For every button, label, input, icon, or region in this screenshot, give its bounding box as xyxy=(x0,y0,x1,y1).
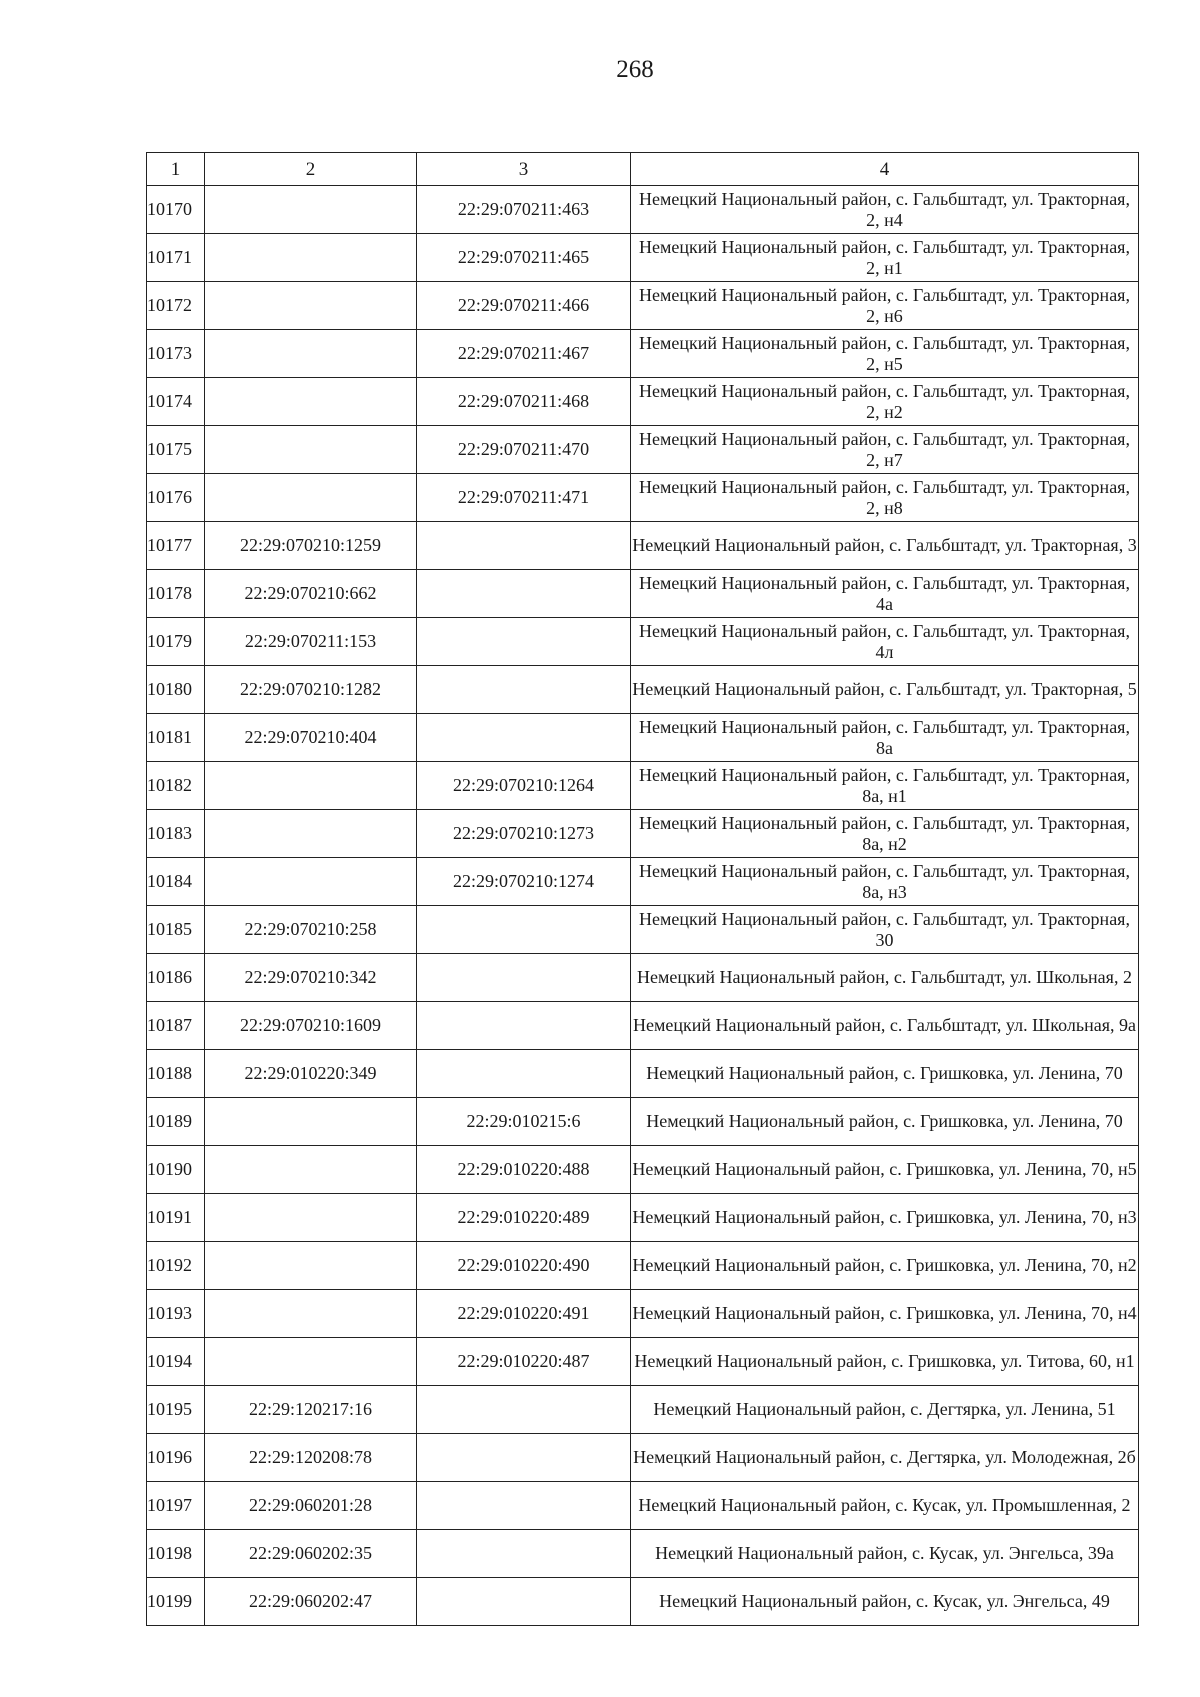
row-number-cell: 10174 xyxy=(147,378,205,426)
cadastral-number-cell: 22:29:010220:349 xyxy=(205,1050,417,1098)
table-row xyxy=(147,378,1139,426)
cadastral-number-cell xyxy=(205,1146,417,1194)
cadastral-number-cell: 22:29:120217:16 xyxy=(205,1386,417,1434)
row-number-cell: 10197 xyxy=(147,1482,205,1530)
address-cell: Немецкий Национальный район, с. Гришковка, ул. Титова, 60, н1 xyxy=(631,1338,1139,1386)
cadastral-number-alt-cell: 22:29:070210:1273 xyxy=(417,810,631,858)
table-row xyxy=(147,1530,1139,1578)
table-row xyxy=(147,810,1139,858)
table-row xyxy=(147,954,1139,1002)
address-cell: Немецкий Национальный район, с. Гальбштадт, ул. Тракторная, 3 xyxy=(631,522,1139,570)
row-number-cell: 10170 xyxy=(147,186,205,234)
address-cell: Немецкий Национальный район, с. Гальбштадт, ул. Тракторная, 8а, н2 xyxy=(631,810,1139,858)
address-cell: Немецкий Национальный район, с. Гришковка, ул. Ленина, 70, н5 xyxy=(631,1146,1139,1194)
cadastral-number-alt-cell: 22:29:010220:488 xyxy=(417,1146,631,1194)
row-number-cell: 10180 xyxy=(147,666,205,714)
table-row xyxy=(147,522,1139,570)
cadastral-number-cell: 22:29:070210:1259 xyxy=(205,522,417,570)
cadastral-number-cell: 22:29:120208:78 xyxy=(205,1434,417,1482)
cadastral-number-cell xyxy=(205,810,417,858)
row-number-cell: 10182 xyxy=(147,762,205,810)
table-row xyxy=(147,282,1139,330)
row-number-cell: 10191 xyxy=(147,1194,205,1242)
address-cell: Немецкий Национальный район, с. Гришковка, ул. Ленина, 70 xyxy=(631,1098,1139,1146)
cadastral-number-alt-cell: 22:29:010220:489 xyxy=(417,1194,631,1242)
cadastral-number-cell: 22:29:060201:28 xyxy=(205,1482,417,1530)
address-cell: Немецкий Национальный район, с. Гальбштадт, ул. Тракторная, 8а xyxy=(631,714,1139,762)
table-row xyxy=(147,714,1139,762)
row-number-cell: 10175 xyxy=(147,426,205,474)
cadastral-number-cell: 22:29:070210:342 xyxy=(205,954,417,1002)
cadastral-number-alt-cell: 22:29:070211:466 xyxy=(417,282,631,330)
address-cell: Немецкий Национальный район, с. Гальбштадт, ул. Тракторная, 4а xyxy=(631,570,1139,618)
cadastral-number-alt-cell xyxy=(417,1482,631,1530)
header-row xyxy=(147,153,1139,186)
row-number-cell: 10185 xyxy=(147,906,205,954)
row-number-cell: 10186 xyxy=(147,954,205,1002)
cadastral-number-alt-cell: 22:29:070211:463 xyxy=(417,186,631,234)
cadastral-number-cell xyxy=(205,378,417,426)
cadastral-number-alt-cell: 22:29:070211:470 xyxy=(417,426,631,474)
cadastral-number-alt-cell xyxy=(417,522,631,570)
cadastral-number-alt-cell: 22:29:010215:6 xyxy=(417,1098,631,1146)
address-cell: Немецкий Национальный район, с. Гришковка, ул. Ленина, 70, н3 xyxy=(631,1194,1139,1242)
cadastral-number-cell xyxy=(205,858,417,906)
cadastral-number-cell xyxy=(205,1194,417,1242)
table-row xyxy=(147,618,1139,666)
table-row xyxy=(147,1578,1139,1626)
table-row xyxy=(147,1434,1139,1482)
column-header-2: 2 xyxy=(205,153,417,186)
table-row xyxy=(147,666,1139,714)
address-cell: Немецкий Национальный район, с. Кусак, ул. Энгельса, 49 xyxy=(631,1578,1139,1626)
cadastral-number-cell xyxy=(205,1098,417,1146)
cadastral-number-cell xyxy=(205,186,417,234)
cadastral-number-cell: 22:29:070210:1282 xyxy=(205,666,417,714)
address-cell: Немецкий Национальный район, с. Гальбштадт, ул. Тракторная, 2, н2 xyxy=(631,378,1139,426)
cadastral-number-cell: 22:29:070210:404 xyxy=(205,714,417,762)
address-cell: Немецкий Национальный район, с. Гальбштадт, ул. Тракторная, 2, н1 xyxy=(631,234,1139,282)
address-cell: Немецкий Национальный район, с. Гальбштадт, ул. Тракторная, 8а, н1 xyxy=(631,762,1139,810)
table-row xyxy=(147,1338,1139,1386)
cadastral-number-cell xyxy=(205,426,417,474)
row-number-cell: 10178 xyxy=(147,570,205,618)
row-number-cell: 10199 xyxy=(147,1578,205,1626)
registry-table xyxy=(146,152,1139,1626)
address-cell: Немецкий Национальный район, с. Гришковка, ул. Ленина, 70, н2 xyxy=(631,1242,1139,1290)
address-cell: Немецкий Национальный район, с. Гальбштадт, ул. Тракторная, 2, н6 xyxy=(631,282,1139,330)
cadastral-number-alt-cell xyxy=(417,1578,631,1626)
row-number-cell: 10196 xyxy=(147,1434,205,1482)
table-row xyxy=(147,234,1139,282)
address-cell: Немецкий Национальный район, с. Гальбштадт, ул. Тракторная, 8а, н3 xyxy=(631,858,1139,906)
cadastral-number-alt-cell: 22:29:010220:491 xyxy=(417,1290,631,1338)
cadastral-number-cell xyxy=(205,282,417,330)
row-number-cell: 10183 xyxy=(147,810,205,858)
table-row xyxy=(147,1098,1139,1146)
cadastral-number-cell xyxy=(205,1290,417,1338)
row-number-cell: 10187 xyxy=(147,1002,205,1050)
address-cell: Немецкий Национальный район, с. Гальбштадт, ул. Тракторная, 5 xyxy=(631,666,1139,714)
cadastral-number-alt-cell: 22:29:070210:1274 xyxy=(417,858,631,906)
table-row xyxy=(147,906,1139,954)
row-number-cell: 10198 xyxy=(147,1530,205,1578)
cadastral-number-cell: 22:29:070210:1609 xyxy=(205,1002,417,1050)
row-number-cell: 10171 xyxy=(147,234,205,282)
cadastral-number-alt-cell xyxy=(417,906,631,954)
cadastral-number-alt-cell: 22:29:070211:468 xyxy=(417,378,631,426)
table-row xyxy=(147,1290,1139,1338)
table-row xyxy=(147,1194,1139,1242)
cadastral-number-alt-cell: 22:29:070210:1264 xyxy=(417,762,631,810)
cadastral-number-alt-cell xyxy=(417,618,631,666)
cadastral-number-cell xyxy=(205,1242,417,1290)
row-number-cell: 10195 xyxy=(147,1386,205,1434)
cadastral-number-cell xyxy=(205,234,417,282)
cadastral-number-alt-cell xyxy=(417,570,631,618)
cadastral-number-cell: 22:29:070210:258 xyxy=(205,906,417,954)
cadastral-number-cell: 22:29:060202:35 xyxy=(205,1530,417,1578)
row-number-cell: 10181 xyxy=(147,714,205,762)
table-row xyxy=(147,330,1139,378)
address-cell: Немецкий Национальный район, с. Гришковка, ул. Ленина, 70 xyxy=(631,1050,1139,1098)
cadastral-number-cell xyxy=(205,762,417,810)
cadastral-number-alt-cell xyxy=(417,666,631,714)
address-cell: Немецкий Национальный район, с. Гальбштадт, ул. Школьная, 2 xyxy=(631,954,1139,1002)
table-row xyxy=(147,570,1139,618)
address-cell: Немецкий Национальный район, с. Гальбштадт, ул. Тракторная, 2, н7 xyxy=(631,426,1139,474)
address-cell: Немецкий Национальный район, с. Гришковка, ул. Ленина, 70, н4 xyxy=(631,1290,1139,1338)
address-cell: Немецкий Национальный район, с. Гальбштадт, ул. Тракторная, 30 xyxy=(631,906,1139,954)
address-cell: Немецкий Национальный район, с. Гальбштадт, ул. Тракторная, 2, н4 xyxy=(631,186,1139,234)
cadastral-number-alt-cell xyxy=(417,1386,631,1434)
table-row xyxy=(147,426,1139,474)
cadastral-number-alt-cell xyxy=(417,1050,631,1098)
row-number-cell: 10190 xyxy=(147,1146,205,1194)
cadastral-number-cell: 22:29:060202:47 xyxy=(205,1578,417,1626)
table-row xyxy=(147,1002,1139,1050)
row-number-cell: 10188 xyxy=(147,1050,205,1098)
row-number-cell: 10172 xyxy=(147,282,205,330)
table-body xyxy=(147,186,1139,1626)
address-cell: Немецкий Национальный район, с. Гальбштадт, ул. Тракторная, 2, н8 xyxy=(631,474,1139,522)
table-row xyxy=(147,1386,1139,1434)
cadastral-number-cell xyxy=(205,1338,417,1386)
address-cell: Немецкий Национальный район, с. Кусак, ул. Промышленная, 2 xyxy=(631,1482,1139,1530)
address-cell: Немецкий Национальный район, с. Дегтярка, ул. Молодежная, 2б xyxy=(631,1434,1139,1482)
table-row xyxy=(147,1050,1139,1098)
cadastral-number-cell xyxy=(205,330,417,378)
address-cell: Немецкий Национальный район, с. Гальбштадт, ул. Тракторная, 2, н5 xyxy=(631,330,1139,378)
table-row xyxy=(147,1146,1139,1194)
table-row xyxy=(147,186,1139,234)
address-cell: Немецкий Национальный район, с. Гальбштадт, ул. Школьная, 9а xyxy=(631,1002,1139,1050)
row-number-cell: 10176 xyxy=(147,474,205,522)
row-number-cell: 10193 xyxy=(147,1290,205,1338)
page-number: 268 xyxy=(616,56,654,83)
table-row xyxy=(147,762,1139,810)
table-row xyxy=(147,474,1139,522)
cadastral-number-alt-cell xyxy=(417,1434,631,1482)
cadastral-number-alt-cell xyxy=(417,954,631,1002)
table-row xyxy=(147,1242,1139,1290)
column-header-4: 4 xyxy=(631,153,1139,186)
row-number-cell: 10184 xyxy=(147,858,205,906)
cadastral-number-cell xyxy=(205,474,417,522)
address-cell: Немецкий Национальный район, с. Гальбштадт, ул. Тракторная, 4л xyxy=(631,618,1139,666)
row-number-cell: 10173 xyxy=(147,330,205,378)
cadastral-number-alt-cell: 22:29:070211:467 xyxy=(417,330,631,378)
column-header-3: 3 xyxy=(417,153,631,186)
cadastral-number-alt-cell: 22:29:010220:490 xyxy=(417,1242,631,1290)
row-number-cell: 10189 xyxy=(147,1098,205,1146)
column-header-1: 1 xyxy=(147,153,205,186)
cadastral-number-cell: 22:29:070211:153 xyxy=(205,618,417,666)
row-number-cell: 10177 xyxy=(147,522,205,570)
cadastral-number-alt-cell: 22:29:070211:471 xyxy=(417,474,631,522)
row-number-cell: 10194 xyxy=(147,1338,205,1386)
address-cell: Немецкий Национальный район, с. Дегтярка, ул. Ленина, 51 xyxy=(631,1386,1139,1434)
cadastral-number-cell: 22:29:070210:662 xyxy=(205,570,417,618)
cadastral-number-alt-cell xyxy=(417,1530,631,1578)
cadastral-number-alt-cell: 22:29:070211:465 xyxy=(417,234,631,282)
row-number-cell: 10179 xyxy=(147,618,205,666)
table-row xyxy=(147,1482,1139,1530)
cadastral-number-alt-cell: 22:29:010220:487 xyxy=(417,1338,631,1386)
table-row xyxy=(147,858,1139,906)
cadastral-number-alt-cell xyxy=(417,714,631,762)
address-cell: Немецкий Национальный район, с. Кусак, ул. Энгельса, 39а xyxy=(631,1530,1139,1578)
cadastral-number-alt-cell xyxy=(417,1002,631,1050)
row-number-cell: 10192 xyxy=(147,1242,205,1290)
